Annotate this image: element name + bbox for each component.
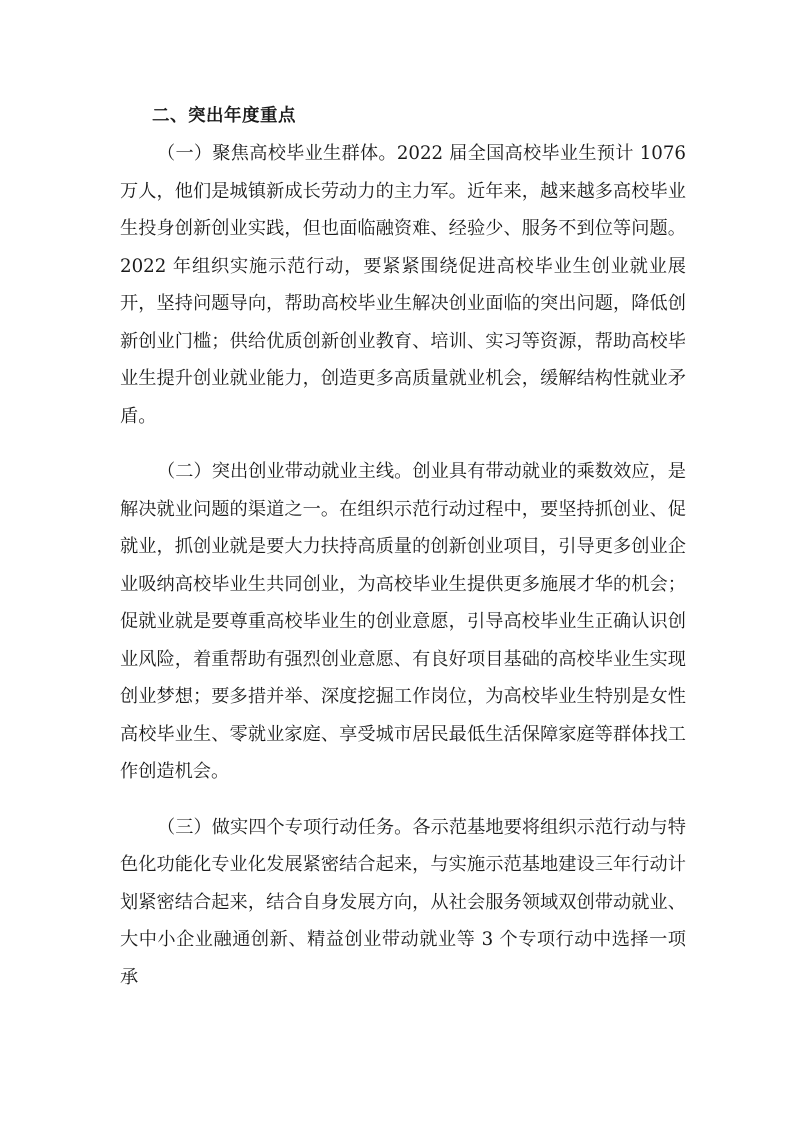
section-heading: 二、突出年度重点 [152,106,296,126]
paragraph-special-actions: （三）做实四个专项行动任务。各示范基地要将组织示范行动与特色化功能化专业化发展紧密结合起来，与实施示范基地建设三年行动计划紧密结合起来，结合自身发展方向，从社会服务领域双创带动就业、大中小企业融通创新、精益创业带动就业等 3 个专项行动中选择一项承 [120,816,686,988]
paragraph-spacer [120,791,686,809]
paragraph-focus-graduates: （一）聚焦高校毕业生群体。2022 届全国高校毕业生预计 1076 万人，他们是城镇新成长劳动力的主力军。近年来，越来越多高校毕业生投身创新创业实践，但也面临融资难、经验少、服务不到位等问题。2022 年组织实施示范行动，要紧紧围绕促进高校毕业生创业就业展开，坚持问题导向，帮助高校毕业生解决创业面临的突出问题，降低创新创业门槛；供给优质创新创业教育、培训、实习等资源，帮助高校毕业生提升创业就业能力，创造更多高质量就业机会，缓解结构性就业矛盾。 [120,143,686,427]
paragraph-entrepreneurship-employment: （二）突出创业带动就业主线。创业具有带动就业的乘数效应，是解决就业问题的渠道之一。在组织示范行动过程中，要坚持抓创业、促就业，抓创业就是要大力扶持高质量的创新创业项目，引导更多创业企业吸纳高校毕业生共同创业，为高校毕业生提供更多施展才华的机会；促就业就是要尊重高校毕业生的创业意愿，引导高校毕业生正确认识创业风险，着重帮助有强烈创业意愿、有良好项目基础的高校毕业生实现创业梦想；要多措并举、深度挖掘工作岗位，为高校毕业生特别是女性高校毕业生、零就业家庭、享受城市居民最低生活保障家庭等群体找工作创造机会。 [120,461,686,782]
paragraph-spacer [120,435,686,453]
document-body [120,98,686,996]
